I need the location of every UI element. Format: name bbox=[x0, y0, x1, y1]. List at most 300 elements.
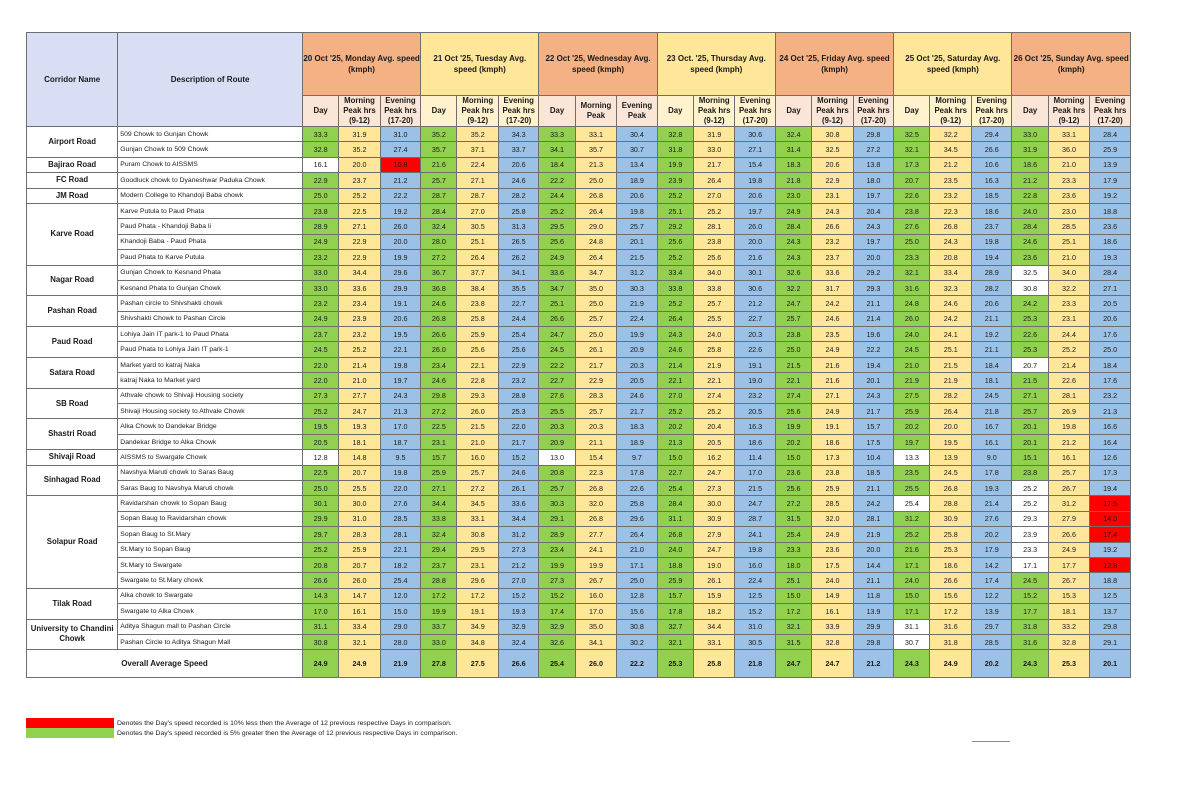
corridor-name-header: Corridor Name bbox=[27, 33, 118, 127]
morning-speed-cell: 22.1 bbox=[693, 373, 734, 388]
evening-speed-cell: 25.8 bbox=[498, 203, 538, 218]
day-speed-cell: 24.0 bbox=[1012, 203, 1048, 218]
morning-speed-cell: 31.9 bbox=[339, 127, 380, 142]
day-speed-cell: 28.4 bbox=[1012, 219, 1048, 234]
day-speed-cell: 18.0 bbox=[775, 557, 811, 572]
route-description-cell: Dandekar Bridge to Alka Chowk bbox=[118, 434, 303, 449]
day-speed-cell: 18.4 bbox=[539, 157, 575, 172]
evening-speed-cell: 24.3 bbox=[853, 219, 893, 234]
table-row bbox=[27, 465, 1131, 480]
morning-speed-cell: 26.8 bbox=[930, 480, 971, 495]
overall-average-cell: 25.4 bbox=[539, 650, 575, 678]
morning-speed-cell: 24.5 bbox=[930, 465, 971, 480]
morning-speed-cell: 26.4 bbox=[693, 173, 734, 188]
day-speed-cell: 22.9 bbox=[302, 173, 338, 188]
evening-speed-cell: 17.9 bbox=[971, 542, 1011, 557]
day-speed-cell: 25.9 bbox=[421, 465, 457, 480]
evening-speed-cell: 17.5 bbox=[1090, 496, 1131, 511]
evening-speed-cell: 30.2 bbox=[617, 634, 657, 649]
morning-speed-cell: 33.1 bbox=[693, 634, 734, 649]
day-speed-cell: 25.7 bbox=[1012, 404, 1048, 419]
evening-speed-cell: 11.4 bbox=[735, 450, 775, 465]
route-description-cell: Paud Phata to Karve Putula bbox=[118, 250, 303, 265]
morning-speed-cell: 14.8 bbox=[339, 450, 380, 465]
morning-speed-cell: 21.4 bbox=[339, 357, 380, 372]
sub-header-evening: Evening Peak hrs (17-20) bbox=[498, 96, 538, 127]
day-speed-cell: 25.7 bbox=[421, 173, 457, 188]
table-row bbox=[27, 188, 1131, 203]
day-speed-cell: 23.8 bbox=[1012, 465, 1048, 480]
sub-header-day: Day bbox=[302, 96, 338, 127]
day-speed-cell: 23.1 bbox=[421, 434, 457, 449]
day-header-tue: 21 Oct '25, Tuesday Avg. speed (kmph) bbox=[421, 33, 539, 96]
evening-speed-cell: 12.6 bbox=[1090, 450, 1131, 465]
legend-red-row bbox=[26, 718, 457, 728]
day-speed-cell: 24.9 bbox=[775, 203, 811, 218]
morning-speed-cell: 37.1 bbox=[457, 142, 498, 157]
evening-speed-cell: 19.7 bbox=[853, 188, 893, 203]
day-speed-cell: 20.7 bbox=[1012, 357, 1048, 372]
evening-speed-cell: 24.5 bbox=[971, 388, 1011, 403]
overall-average-cell: 27.8 bbox=[421, 650, 457, 678]
day-speed-cell: 29.2 bbox=[657, 219, 693, 234]
evening-speed-cell: 28.5 bbox=[380, 511, 420, 526]
day-speed-cell: 25.9 bbox=[894, 404, 930, 419]
day-speed-cell: 22.2 bbox=[539, 173, 575, 188]
morning-speed-cell: 20.5 bbox=[693, 434, 734, 449]
morning-speed-cell: 26.7 bbox=[575, 573, 616, 588]
morning-speed-cell: 34.9 bbox=[457, 619, 498, 634]
corridor-name-cell: Solapur Road bbox=[27, 496, 118, 588]
morning-speed-cell: 22.1 bbox=[457, 357, 498, 372]
sub-header-morning: Morning Peak hrs (9-12) bbox=[1048, 96, 1089, 127]
day-speed-cell: 25.6 bbox=[657, 234, 693, 249]
evening-speed-cell: 35.5 bbox=[498, 280, 538, 295]
day-speed-cell: 35.7 bbox=[421, 142, 457, 157]
route-description-cell: Sopan Baug to St.Mary bbox=[118, 527, 303, 542]
evening-speed-cell: 19.2 bbox=[380, 203, 420, 218]
evening-speed-cell: 24.3 bbox=[380, 388, 420, 403]
table-row bbox=[27, 173, 1131, 188]
day-speed-cell: 25.5 bbox=[894, 480, 930, 495]
morning-speed-cell: 18.6 bbox=[930, 557, 971, 572]
table-row bbox=[27, 450, 1131, 465]
morning-speed-cell: 26.1 bbox=[575, 342, 616, 357]
day-speed-cell: 25.0 bbox=[302, 480, 338, 495]
day-speed-cell: 21.8 bbox=[775, 173, 811, 188]
day-speed-cell: 20.1 bbox=[1012, 419, 1048, 434]
morning-speed-cell: 23.3 bbox=[1048, 296, 1089, 311]
day-speed-cell: 25.6 bbox=[539, 234, 575, 249]
route-description-cell: Modern College to Khandoji Baba chowk bbox=[118, 188, 303, 203]
evening-speed-cell: 20.6 bbox=[617, 188, 657, 203]
day-speed-cell: 21.5 bbox=[775, 357, 811, 372]
evening-speed-cell: 9.5 bbox=[380, 450, 420, 465]
evening-speed-cell: 17.8 bbox=[617, 465, 657, 480]
evening-speed-cell: 28.5 bbox=[971, 634, 1011, 649]
morning-speed-cell: 24.0 bbox=[812, 573, 853, 588]
evening-speed-cell: 21.1 bbox=[971, 342, 1011, 357]
day-speed-cell: 24.5 bbox=[1012, 573, 1048, 588]
evening-speed-cell: 22.0 bbox=[380, 480, 420, 495]
day-speed-cell: 30.8 bbox=[1012, 280, 1048, 295]
day-speed-cell: 15.2 bbox=[1012, 588, 1048, 603]
morning-speed-cell: 34.4 bbox=[693, 619, 734, 634]
morning-speed-cell: 23.1 bbox=[812, 188, 853, 203]
day-speed-cell: 22.7 bbox=[657, 465, 693, 480]
route-description-cell: Gunjan Chowk to 509 Chowk bbox=[118, 142, 303, 157]
evening-speed-cell: 21.4 bbox=[971, 496, 1011, 511]
table-row bbox=[27, 480, 1131, 495]
table-row bbox=[27, 127, 1131, 142]
morning-speed-cell: 22.8 bbox=[457, 373, 498, 388]
evening-speed-cell: 19.3 bbox=[971, 480, 1011, 495]
route-description-cell: Pashan Circle to Aditya Shagun Mall bbox=[118, 634, 303, 649]
evening-speed-cell: 27.0 bbox=[498, 573, 538, 588]
day-speed-cell: 24.5 bbox=[302, 342, 338, 357]
evening-speed-cell: 18.1 bbox=[971, 373, 1011, 388]
day-speed-cell: 30.8 bbox=[302, 634, 338, 649]
day-speed-cell: 17.3 bbox=[894, 157, 930, 172]
overall-average-cell: 21.8 bbox=[735, 650, 775, 678]
morning-speed-cell: 23.1 bbox=[1048, 311, 1089, 326]
evening-speed-cell: 29.8 bbox=[853, 634, 893, 649]
table-row bbox=[27, 157, 1131, 172]
morning-speed-cell: 25.7 bbox=[693, 296, 734, 311]
evening-speed-cell: 22.6 bbox=[617, 480, 657, 495]
overall-average-cell: 24.7 bbox=[812, 650, 853, 678]
evening-speed-cell: 18.2 bbox=[380, 557, 420, 572]
day-speed-cell: 21.2 bbox=[1012, 173, 1048, 188]
route-description-cell: Alka Chowk to Dandekar Bridge bbox=[118, 419, 303, 434]
evening-speed-cell: 12.0 bbox=[380, 588, 420, 603]
day-speed-cell: 24.0 bbox=[657, 542, 693, 557]
morning-speed-cell: 34.5 bbox=[457, 496, 498, 511]
table-row bbox=[27, 619, 1131, 634]
day-speed-cell: 28.8 bbox=[421, 573, 457, 588]
day-speed-cell: 24.5 bbox=[539, 342, 575, 357]
morning-speed-cell: 15.4 bbox=[575, 450, 616, 465]
day-speed-cell: 33.0 bbox=[302, 280, 338, 295]
day-speed-cell: 24.6 bbox=[1012, 234, 1048, 249]
evening-speed-cell: 29.8 bbox=[1090, 619, 1131, 634]
morning-speed-cell: 27.0 bbox=[693, 188, 734, 203]
morning-speed-cell: 21.1 bbox=[575, 434, 616, 449]
day-speed-cell: 24.4 bbox=[539, 188, 575, 203]
day-speed-cell: 24.6 bbox=[657, 342, 693, 357]
day-speed-cell: 24.0 bbox=[894, 327, 930, 342]
morning-speed-cell: 36.0 bbox=[1048, 142, 1089, 157]
day-speed-cell: 21.3 bbox=[657, 434, 693, 449]
morning-speed-cell: 33.2 bbox=[1048, 619, 1089, 634]
evening-speed-cell: 19.8 bbox=[735, 173, 775, 188]
morning-speed-cell: 22.9 bbox=[339, 250, 380, 265]
route-description-cell: Puram Chowk to AISSMS bbox=[118, 157, 303, 172]
route-description-cell: Shivaji Housing society to Athvale Chowk bbox=[118, 404, 303, 419]
evening-speed-cell: 33.6 bbox=[498, 496, 538, 511]
day-speed-cell: 25.6 bbox=[775, 404, 811, 419]
evening-speed-cell: 33.7 bbox=[498, 142, 538, 157]
morning-speed-cell: 33.4 bbox=[930, 265, 971, 280]
evening-speed-cell: 28.9 bbox=[971, 265, 1011, 280]
morning-speed-cell: 24.0 bbox=[693, 327, 734, 342]
evening-speed-cell: 21.4 bbox=[853, 311, 893, 326]
evening-speed-cell: 18.6 bbox=[1090, 234, 1131, 249]
table-row bbox=[27, 219, 1131, 234]
morning-speed-cell: 23.8 bbox=[457, 296, 498, 311]
evening-speed-cell: 16.7 bbox=[971, 419, 1011, 434]
route-description-cell: Sopan Baug to Ravidarshan chowk bbox=[118, 511, 303, 526]
evening-speed-cell: 19.5 bbox=[380, 327, 420, 342]
morning-speed-cell: 29.0 bbox=[575, 219, 616, 234]
evening-speed-cell: 28.1 bbox=[380, 527, 420, 542]
morning-speed-cell: 25.9 bbox=[339, 542, 380, 557]
day-speed-cell: 31.6 bbox=[1012, 634, 1048, 649]
evening-speed-cell: 13.8 bbox=[853, 157, 893, 172]
day-speed-cell: 28.4 bbox=[775, 219, 811, 234]
day-speed-cell: 32.1 bbox=[894, 142, 930, 157]
morning-speed-cell: 20.7 bbox=[339, 557, 380, 572]
table-row bbox=[27, 527, 1131, 542]
morning-speed-cell: 33.1 bbox=[457, 511, 498, 526]
table-row bbox=[27, 234, 1131, 249]
day-speed-cell: 32.8 bbox=[302, 142, 338, 157]
day-speed-cell: 17.1 bbox=[1012, 557, 1048, 572]
morning-speed-cell: 17.3 bbox=[812, 450, 853, 465]
day-speed-cell: 20.8 bbox=[302, 557, 338, 572]
day-speed-cell: 24.6 bbox=[421, 296, 457, 311]
morning-speed-cell: 17.5 bbox=[812, 557, 853, 572]
evening-speed-cell: 13.9 bbox=[971, 604, 1011, 619]
corridor-name-cell: SB Road bbox=[27, 388, 118, 419]
evening-speed-cell: 9.7 bbox=[617, 450, 657, 465]
evening-speed-cell: 13.9 bbox=[1090, 157, 1131, 172]
morning-speed-cell: 21.6 bbox=[812, 357, 853, 372]
morning-speed-cell: 18.1 bbox=[1048, 604, 1089, 619]
morning-speed-cell: 30.0 bbox=[693, 496, 734, 511]
day-speed-cell: 24.9 bbox=[539, 250, 575, 265]
evening-speed-cell: 21.7 bbox=[617, 404, 657, 419]
evening-speed-cell: 16.6 bbox=[1090, 419, 1131, 434]
evening-speed-cell: 20.5 bbox=[735, 404, 775, 419]
morning-speed-cell: 30.0 bbox=[339, 496, 380, 511]
evening-speed-cell: 19.4 bbox=[853, 357, 893, 372]
morning-speed-cell: 25.3 bbox=[930, 542, 971, 557]
corridor-name-cell: Airport Road bbox=[27, 127, 118, 158]
morning-speed-cell: 23.5 bbox=[930, 173, 971, 188]
route-description-cell: 509 Chowk to Gunjan Chowk bbox=[118, 127, 303, 142]
evening-speed-cell: 19.4 bbox=[1090, 480, 1131, 495]
morning-speed-cell: 23.6 bbox=[812, 542, 853, 557]
day-speed-cell: 24.3 bbox=[657, 327, 693, 342]
morning-speed-cell: 33.1 bbox=[575, 127, 616, 142]
morning-speed-cell: 25.2 bbox=[1048, 342, 1089, 357]
morning-speed-cell: 22.6 bbox=[1048, 373, 1089, 388]
morning-speed-cell: 18.2 bbox=[693, 604, 734, 619]
morning-speed-cell: 24.2 bbox=[930, 311, 971, 326]
overall-average-cell: 21.2 bbox=[853, 650, 893, 678]
evening-speed-cell: 26.6 bbox=[971, 142, 1011, 157]
evening-speed-cell: 21.9 bbox=[853, 527, 893, 542]
evening-speed-cell: 17.5 bbox=[853, 434, 893, 449]
corridor-name-cell: Shastri Road bbox=[27, 419, 118, 450]
morning-speed-cell: 25.8 bbox=[457, 311, 498, 326]
evening-speed-cell: 25.4 bbox=[380, 573, 420, 588]
table-row bbox=[27, 280, 1131, 295]
evening-speed-cell: 28.2 bbox=[498, 188, 538, 203]
table-row bbox=[27, 250, 1131, 265]
day-speed-cell: 17.0 bbox=[302, 604, 338, 619]
morning-speed-cell: 25.2 bbox=[339, 188, 380, 203]
day-speed-cell: 36.8 bbox=[421, 280, 457, 295]
day-speed-cell: 18.6 bbox=[1012, 157, 1048, 172]
day-speed-cell: 23.2 bbox=[302, 250, 338, 265]
evening-speed-cell: 28.0 bbox=[380, 634, 420, 649]
morning-speed-cell: 33.6 bbox=[812, 265, 853, 280]
table-row bbox=[27, 327, 1131, 342]
morning-speed-cell: 26.8 bbox=[575, 480, 616, 495]
day-speed-cell: 29.7 bbox=[302, 527, 338, 542]
evening-speed-cell: 19.7 bbox=[853, 234, 893, 249]
corridor-name-cell: JM Road bbox=[27, 188, 118, 203]
evening-speed-cell: 28.4 bbox=[1090, 127, 1131, 142]
day-speed-cell: 17.4 bbox=[539, 604, 575, 619]
day-speed-cell: 28.9 bbox=[302, 219, 338, 234]
evening-speed-cell: 17.4 bbox=[971, 573, 1011, 588]
morning-speed-cell: 32.0 bbox=[575, 496, 616, 511]
evening-speed-cell: 19.8 bbox=[971, 234, 1011, 249]
overall-average-cell: 21.9 bbox=[380, 650, 420, 678]
morning-speed-cell: 30.8 bbox=[457, 527, 498, 542]
morning-speed-cell: 25.6 bbox=[693, 250, 734, 265]
evening-speed-cell: 21.1 bbox=[853, 296, 893, 311]
overall-average-row bbox=[27, 650, 1131, 678]
day-speed-cell: 23.8 bbox=[302, 203, 338, 218]
day-speed-cell: 23.3 bbox=[775, 542, 811, 557]
morning-speed-cell: 21.2 bbox=[1048, 434, 1089, 449]
morning-speed-cell: 25.2 bbox=[339, 342, 380, 357]
evening-speed-cell: 19.2 bbox=[1090, 542, 1131, 557]
day-speed-cell: 33.0 bbox=[302, 265, 338, 280]
day-speed-cell: 23.6 bbox=[1012, 250, 1048, 265]
evening-speed-cell: 29.6 bbox=[617, 511, 657, 526]
day-speed-cell: 12.8 bbox=[302, 450, 338, 465]
table-row bbox=[27, 511, 1131, 526]
morning-speed-cell: 31.8 bbox=[930, 634, 971, 649]
sub-header-evening: Evening Peak bbox=[617, 96, 657, 127]
day-speed-cell: 16.1 bbox=[302, 157, 338, 172]
evening-speed-cell: 27.3 bbox=[498, 542, 538, 557]
evening-speed-cell: 22.1 bbox=[380, 542, 420, 557]
day-speed-cell: 26.4 bbox=[657, 311, 693, 326]
evening-speed-cell: 26.1 bbox=[498, 480, 538, 495]
corridor-name-cell: FC Road bbox=[27, 173, 118, 188]
day-speed-cell: 32.8 bbox=[657, 127, 693, 142]
evening-speed-cell: 20.3 bbox=[735, 327, 775, 342]
day-speed-cell: 29.8 bbox=[421, 388, 457, 403]
sub-header-evening: Evening Peak hrs (17-20) bbox=[735, 96, 775, 127]
evening-speed-cell: 24.2 bbox=[853, 496, 893, 511]
evening-speed-cell: 31.3 bbox=[498, 219, 538, 234]
day-speed-cell: 25.4 bbox=[657, 480, 693, 495]
corridor-name-cell: Nagar Road bbox=[27, 265, 118, 296]
day-speed-cell: 27.3 bbox=[302, 388, 338, 403]
morning-speed-cell: 25.0 bbox=[575, 327, 616, 342]
morning-speed-cell: 25.1 bbox=[930, 342, 971, 357]
evening-speed-cell: 19.7 bbox=[735, 203, 775, 218]
evening-speed-cell: 29.9 bbox=[853, 619, 893, 634]
evening-speed-cell: 26.5 bbox=[498, 234, 538, 249]
table-row bbox=[27, 404, 1131, 419]
day-speed-cell: 29.4 bbox=[421, 542, 457, 557]
day-speed-cell: 19.9 bbox=[775, 419, 811, 434]
morning-speed-cell: 25.5 bbox=[693, 311, 734, 326]
morning-speed-cell: 24.7 bbox=[693, 542, 734, 557]
day-speed-cell: 25.3 bbox=[1012, 311, 1048, 326]
day-speed-cell: 15.1 bbox=[1012, 450, 1048, 465]
day-speed-cell: 26.0 bbox=[894, 311, 930, 326]
evening-speed-cell: 20.9 bbox=[617, 342, 657, 357]
overall-average-cell: 26.0 bbox=[575, 650, 616, 678]
morning-speed-cell: 33.1 bbox=[1048, 127, 1089, 142]
day-speed-cell: 18.8 bbox=[657, 557, 693, 572]
evening-speed-cell: 23.2 bbox=[1090, 388, 1131, 403]
sub-header-evening: Evening Peak hrs (17-20) bbox=[380, 96, 420, 127]
evening-speed-cell: 25.4 bbox=[498, 327, 538, 342]
route-description-cell: St.Mary to Swargate bbox=[118, 557, 303, 572]
day-speed-cell: 28.0 bbox=[421, 234, 457, 249]
morning-speed-cell: 23.8 bbox=[812, 465, 853, 480]
morning-speed-cell: 33.4 bbox=[339, 619, 380, 634]
evening-speed-cell: 22.9 bbox=[498, 357, 538, 372]
day-speed-cell: 23.8 bbox=[775, 327, 811, 342]
day-speed-cell: 34.7 bbox=[539, 280, 575, 295]
day-speed-cell: 21.6 bbox=[894, 542, 930, 557]
morning-speed-cell: 32.8 bbox=[1048, 634, 1089, 649]
evening-speed-cell: 30.3 bbox=[617, 280, 657, 295]
evening-speed-cell: 31.2 bbox=[617, 265, 657, 280]
evening-speed-cell: 22.2 bbox=[853, 342, 893, 357]
day-speed-cell: 17.1 bbox=[894, 604, 930, 619]
route-description-cell: Alka chowk to Swargate bbox=[118, 588, 303, 603]
evening-speed-cell: 21.0 bbox=[617, 542, 657, 557]
morning-speed-cell: 21.0 bbox=[1048, 157, 1089, 172]
sub-header-day: Day bbox=[657, 96, 693, 127]
overall-average-cell: 24.9 bbox=[302, 650, 338, 678]
morning-speed-cell: 15.3 bbox=[1048, 588, 1089, 603]
day-speed-cell: 27.2 bbox=[775, 496, 811, 511]
sub-header-morning: Morning Peak hrs (9-12) bbox=[812, 96, 853, 127]
morning-speed-cell: 25.7 bbox=[575, 311, 616, 326]
evening-speed-cell: 12.5 bbox=[1090, 588, 1131, 603]
evening-speed-cell: 22.4 bbox=[735, 573, 775, 588]
evening-speed-cell: 18.0 bbox=[853, 173, 893, 188]
evening-speed-cell: 22.4 bbox=[617, 311, 657, 326]
morning-speed-cell: 30.9 bbox=[930, 511, 971, 526]
corridor-name-cell: Karve Road bbox=[27, 203, 118, 265]
route-description-cell: Karve Putula to Paud Phata bbox=[118, 203, 303, 218]
day-speed-cell: 27.2 bbox=[421, 404, 457, 419]
overall-average-label: Overall Average Speed bbox=[27, 650, 303, 678]
evening-speed-cell: 18.8 bbox=[1090, 203, 1131, 218]
day-speed-cell: 25.2 bbox=[894, 527, 930, 542]
route-description-cell: katraj Naka to Market yard bbox=[118, 373, 303, 388]
morning-speed-cell: 20.6 bbox=[812, 157, 853, 172]
morning-speed-cell: 21.3 bbox=[575, 157, 616, 172]
route-description-cell: Saras Baug to Navshya Maruti chowk bbox=[118, 480, 303, 495]
morning-speed-cell: 35.0 bbox=[575, 280, 616, 295]
day-speed-cell: 27.5 bbox=[894, 388, 930, 403]
